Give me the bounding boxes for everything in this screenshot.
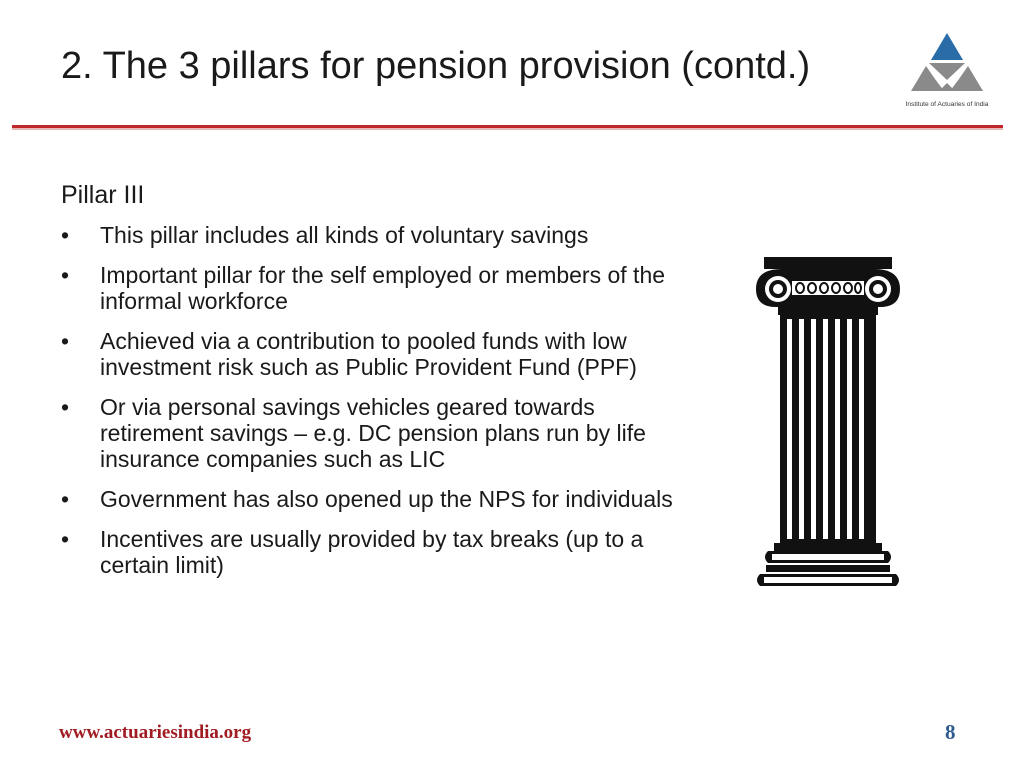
ionic-pillar-icon (752, 255, 904, 590)
list-item (61, 486, 701, 512)
bullet-marker: • (61, 486, 70, 512)
content-area (61, 180, 701, 592)
page-number: 8 (945, 720, 956, 744)
institute-logo (893, 28, 1001, 114)
footer-website-link[interactable]: www.actuariesindia.org (59, 722, 252, 743)
list-item (61, 262, 701, 314)
title-divider-shadow (12, 128, 1003, 130)
section-heading: Pillar III (61, 181, 145, 209)
list-item (61, 394, 701, 472)
bullet-text: Incentives are usually provided by tax breaks (up to a certain limit) (100, 526, 644, 578)
bullet-marker: • (61, 394, 70, 420)
logo-icon (893, 28, 1001, 100)
list-item (61, 526, 701, 578)
bullet-marker: • (61, 262, 70, 288)
bullet-list (61, 222, 701, 578)
list-item (61, 222, 701, 248)
bullet-text: This pillar includes all kinds of voluntary savings (100, 222, 589, 248)
bullet-marker: • (61, 222, 70, 248)
bullet-text: Or via personal savings vehicles geared towards retirement savings – e.g. DC pension plans run by life insurance companies such as LIC (100, 394, 646, 472)
logo-caption: Institute of Actuaries of India (905, 101, 989, 108)
bullet-marker: • (61, 328, 70, 354)
bullet-text: Important pillar for the self employed or members of the informal workforce (100, 262, 666, 314)
bullet-text: Achieved via a contribution to pooled funds with low investment risk such as Public Provident Fund (PPF) (100, 328, 637, 380)
slide-title: 2. The 3 pillars for pension provision (contd.) (61, 45, 811, 87)
bullet-marker: • (61, 526, 70, 552)
bullet-text: Government has also opened up the NPS for individuals (100, 486, 673, 512)
list-item (61, 328, 701, 380)
